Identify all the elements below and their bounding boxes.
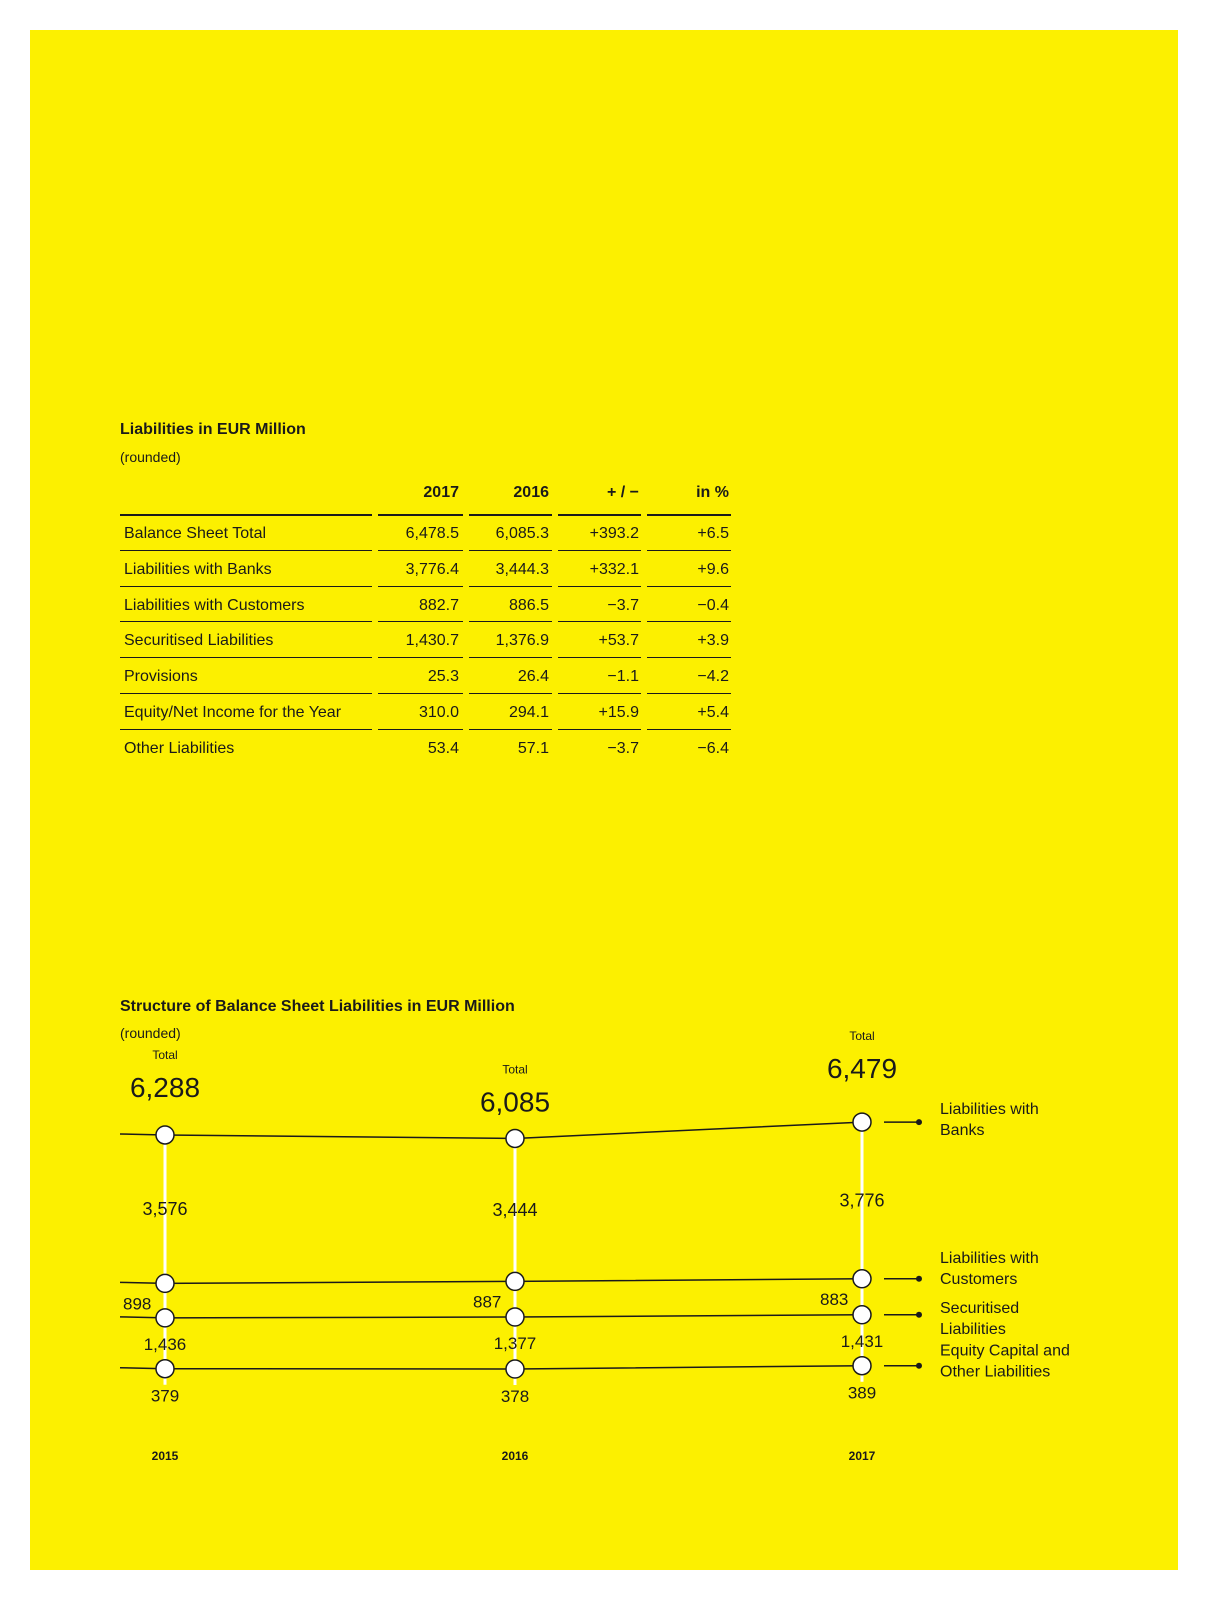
- table-cell: −3.7: [607, 596, 639, 614]
- year-label: 2015: [151, 1449, 179, 1463]
- legend-label: Liabilities with: [940, 1101, 1039, 1119]
- customers-value-label: 898: [123, 1294, 152, 1314]
- total-value: 6,479: [826, 1053, 898, 1085]
- legend-leader-dot: [916, 1312, 922, 1318]
- securitised-value-label: 1,431: [840, 1331, 884, 1351]
- table-row-label: Liabilities with Banks: [124, 560, 272, 578]
- data-node: [156, 1360, 174, 1378]
- table-cell: −6.4: [697, 739, 729, 757]
- table-cell: −1.1: [607, 668, 639, 686]
- legend-label: Liabilities with: [940, 1249, 1039, 1267]
- legend-leader-dot: [916, 1276, 922, 1282]
- data-node: [853, 1306, 871, 1324]
- total-value: 6,288: [129, 1071, 201, 1103]
- total-caption: Total: [152, 1047, 178, 1062]
- legend-label: Securitised: [940, 1299, 1020, 1317]
- data-node: [853, 1357, 871, 1375]
- customers-value-label: 883: [820, 1289, 849, 1309]
- legend-label: Customers: [940, 1270, 1018, 1288]
- data-node: [506, 1272, 524, 1290]
- table-cell: +9.6: [697, 560, 729, 578]
- chart-title: Structure of Balance Sheet Liabilities in EUR Million: [120, 998, 515, 1015]
- table-cell: +6.5: [697, 525, 729, 542]
- table-cell: +15.9: [598, 704, 639, 721]
- legend-label: Banks: [940, 1122, 985, 1140]
- series-line: [120, 1279, 862, 1284]
- table-row-label: Liabilities with Customers: [124, 596, 305, 614]
- table-cell: 26.4: [517, 668, 549, 686]
- table-cell: +3.9: [697, 632, 729, 650]
- legend-leader-dot: [916, 1119, 922, 1125]
- legend-label: Liabilities: [940, 1320, 1006, 1338]
- table-cell: 57.1: [517, 739, 549, 757]
- table-row-label: Balance Sheet Total: [124, 525, 267, 542]
- table-cell: 6,478.5: [405, 525, 459, 542]
- banks-value-label: 3,576: [142, 1199, 188, 1220]
- year-label: 2016: [501, 1449, 529, 1463]
- securitised-value-label: 1,377: [493, 1334, 537, 1353]
- column-header: in %: [696, 484, 729, 501]
- data-node: [156, 1274, 174, 1292]
- table-cell: −4.2: [697, 668, 729, 686]
- table-cell: −3.7: [607, 739, 639, 757]
- table-row-label: Provisions: [124, 668, 198, 686]
- table-cell: 25.3: [427, 668, 459, 686]
- series-line: [120, 1315, 862, 1318]
- table-cell: 1,430.7: [405, 632, 459, 650]
- customers-value-label: 887: [473, 1292, 502, 1312]
- equity-value-label: 389: [847, 1383, 877, 1403]
- data-node: [156, 1309, 174, 1327]
- legend-label: Other Liabilities: [940, 1363, 1051, 1381]
- table-subtitle: (rounded): [120, 449, 181, 465]
- total-caption: Total: [849, 1029, 875, 1044]
- total-caption: Total: [502, 1062, 528, 1077]
- data-node: [853, 1270, 871, 1288]
- table-cell: −0.4: [697, 596, 729, 614]
- series-line: [120, 1122, 862, 1138]
- column-header: 2016: [513, 484, 549, 501]
- table-title: Liabilities in EUR Million: [120, 421, 306, 438]
- securitised-value-label: 1,436: [143, 1334, 187, 1354]
- table-cell: 53.4: [427, 739, 459, 757]
- table-cell: 882.7: [418, 596, 459, 614]
- data-node: [853, 1113, 871, 1131]
- legend-leader-dot: [916, 1363, 922, 1369]
- data-node: [506, 1360, 524, 1378]
- data-node: [506, 1129, 524, 1147]
- table-cell: +393.2: [589, 525, 639, 542]
- total-value: 6,085: [479, 1086, 551, 1118]
- equity-value-label: 378: [500, 1387, 530, 1406]
- legend-label: Equity Capital and: [940, 1342, 1070, 1360]
- series-line: [120, 1366, 862, 1369]
- column-header: + / −: [606, 484, 639, 501]
- table-cell: +53.7: [598, 632, 639, 650]
- table-cell: 886.5: [508, 596, 549, 614]
- year-label: 2017: [848, 1449, 876, 1463]
- table-cell: 3,776.4: [405, 560, 459, 578]
- equity-value-label: 379: [150, 1386, 180, 1406]
- banks-value-label: 3,776: [839, 1190, 885, 1211]
- table-cell: 3,444.3: [495, 560, 549, 578]
- table-cell: 6,085.3: [495, 525, 549, 542]
- column-header: 2017: [423, 484, 459, 501]
- data-node: [156, 1126, 174, 1144]
- table-cell: +332.1: [589, 560, 639, 578]
- table-cell: 1,376.9: [495, 632, 549, 650]
- table-cell: 294.1: [508, 704, 549, 721]
- data-node: [506, 1308, 524, 1326]
- table-row-label: Securitised Liabilities: [124, 632, 274, 650]
- table-cell: +5.4: [697, 704, 729, 721]
- table-cell: 310.0: [418, 704, 459, 721]
- chart-subtitle: (rounded): [120, 1025, 181, 1041]
- table-row-label: Equity/Net Income for the Year: [124, 704, 342, 721]
- banks-value-label: 3,444: [492, 1199, 538, 1220]
- table-row-label: Other Liabilities: [124, 739, 235, 757]
